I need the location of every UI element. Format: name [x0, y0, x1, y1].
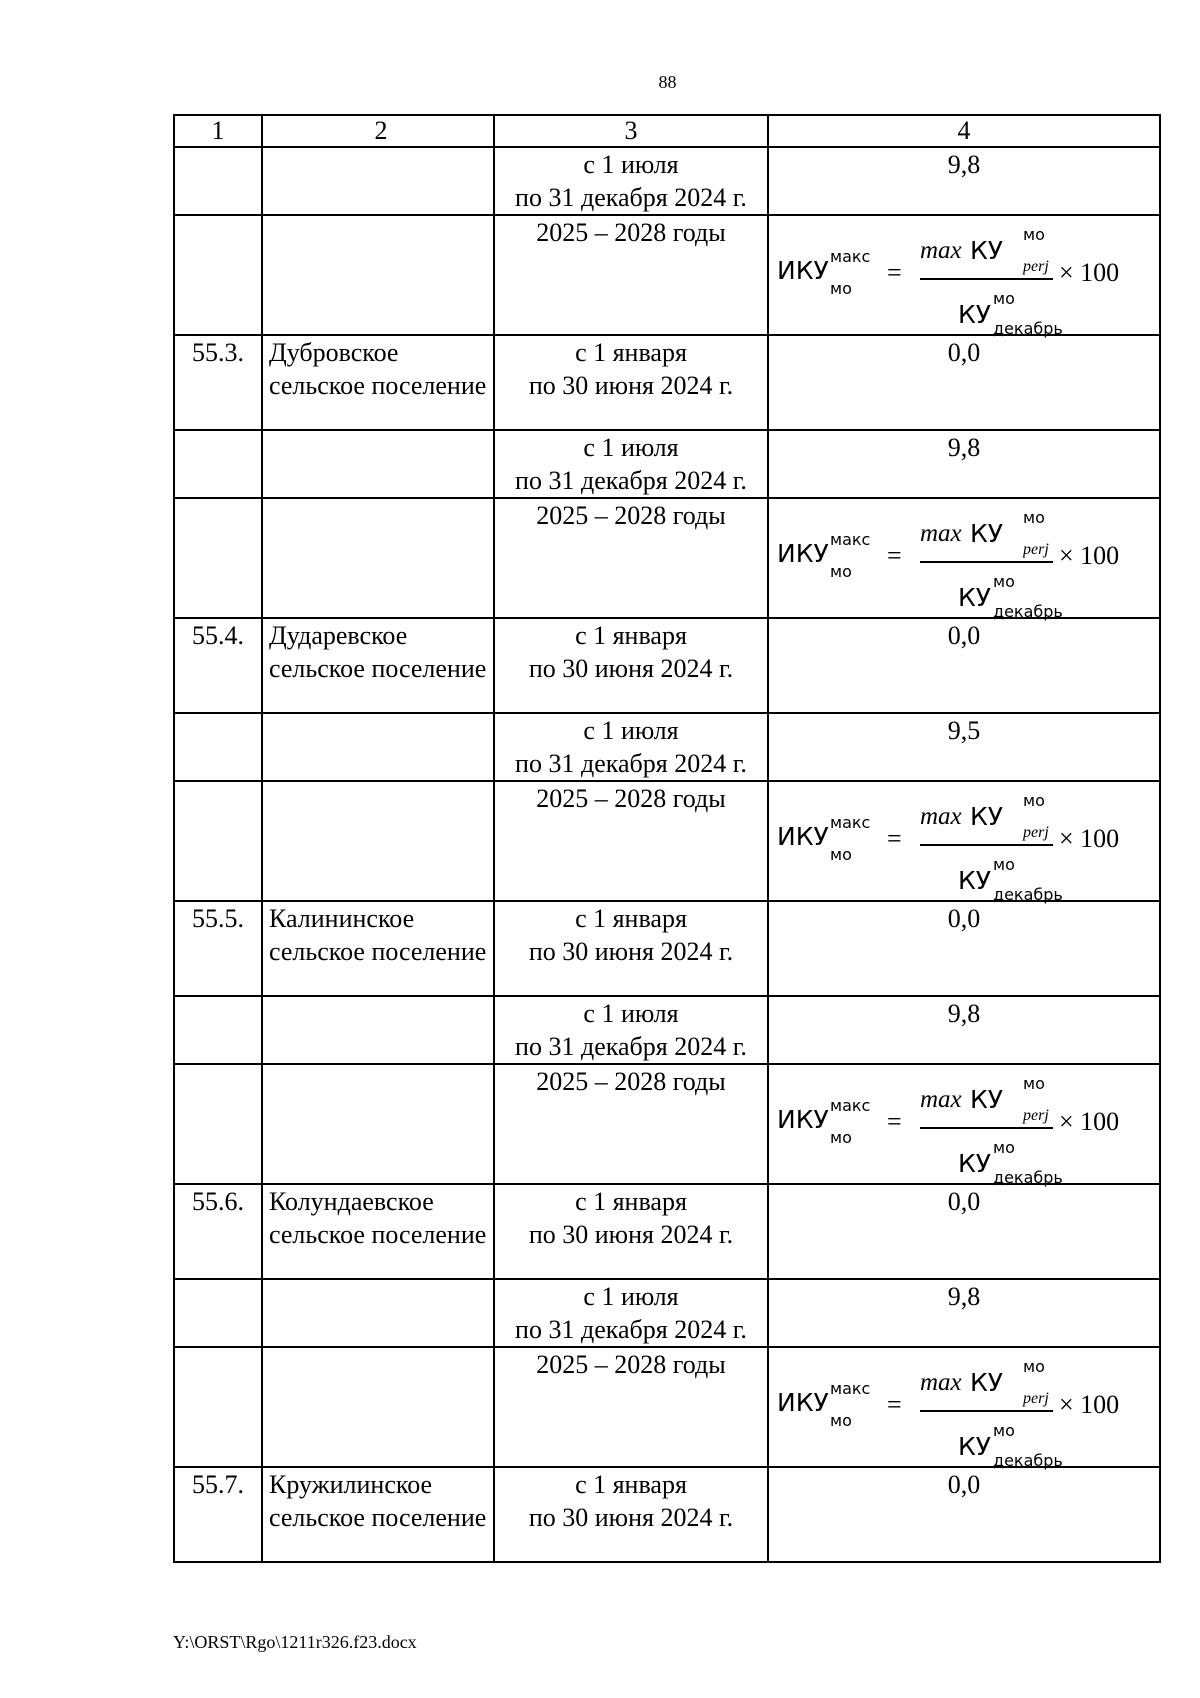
- formula-max: max: [920, 1369, 962, 1396]
- formula-iku-sub: мо: [830, 562, 852, 581]
- cell-settlement-name: [262, 1064, 494, 1184]
- cell-value: [768, 901, 1160, 996]
- header-col-3: 3: [494, 115, 768, 147]
- formula-ku-denominator: КУ: [958, 583, 991, 612]
- cell-number: [174, 430, 262, 498]
- cell-period: [494, 430, 768, 498]
- cell-value: [768, 147, 1160, 215]
- formula-fraction-bar: [920, 561, 1053, 563]
- cell-period: [494, 618, 768, 713]
- period-line-1: с 1 января: [575, 338, 687, 367]
- value-text: 9,8: [947, 999, 981, 1028]
- formula-equals: =: [887, 541, 902, 570]
- header-col-4: 4: [768, 115, 1160, 147]
- cell-number: 55.7.: [174, 1467, 262, 1562]
- formula-num-sub: perj: [1023, 258, 1049, 275]
- table-row: [174, 1279, 1160, 1347]
- cell-period: [494, 1347, 768, 1467]
- formula-num-sub: perj: [1023, 1107, 1049, 1124]
- period-line-1: с 1 июля: [583, 716, 679, 745]
- value-text: 9,8: [947, 433, 981, 462]
- formula-num-sup: мо: [1023, 1357, 1045, 1376]
- value-text: 9,8: [947, 150, 981, 179]
- formula-ku-numerator: КУ: [970, 1085, 1003, 1114]
- period-line-2: по 30 июня 2024 г.: [528, 654, 734, 683]
- cell-number: [174, 215, 262, 335]
- formula-iku: ИКУ: [777, 539, 829, 568]
- period-line-2: по 30 июня 2024 г.: [528, 1503, 734, 1532]
- cell-value: [768, 781, 1160, 904]
- cell-settlement-name: [262, 781, 494, 901]
- value-text: 0,0: [947, 904, 981, 933]
- formula-ku-numerator: КУ: [970, 519, 1003, 548]
- cell-period: [494, 1064, 768, 1184]
- formula-fraction-bar: [920, 1127, 1053, 1129]
- formula-den-sup: мо: [993, 855, 1015, 874]
- cell-settlement-name: Кружилинское сельское поселение: [262, 1467, 494, 1562]
- cell-number: 55.5.: [174, 901, 262, 996]
- formula-iku: ИКУ: [777, 1388, 829, 1417]
- formula-num-sub: perj: [1023, 541, 1049, 558]
- table-row: [174, 1184, 1160, 1279]
- header-col-1: 1: [174, 115, 262, 147]
- cell-value: [768, 335, 1160, 430]
- cell-period: [494, 996, 768, 1064]
- table-row: [174, 498, 1160, 618]
- formula-num-sup: мо: [1023, 1074, 1045, 1093]
- cell-number: [174, 1279, 262, 1347]
- cell-value: [768, 498, 1160, 621]
- formula-den-sup: мо: [993, 572, 1015, 591]
- formula-num-sup: мо: [1023, 508, 1045, 527]
- formula-times-100: × 100: [1059, 1107, 1120, 1136]
- period-line-1: 2025 – 2028 годы: [536, 501, 726, 530]
- formula-num-sub: perj: [1023, 824, 1049, 841]
- period-line-1: с 1 января: [575, 1470, 687, 1499]
- cell-settlement-name: [262, 498, 494, 618]
- cell-number: [174, 781, 262, 901]
- table-row: [174, 430, 1160, 498]
- formula-iku-sup: макс: [830, 247, 871, 266]
- formula-ku-denominator: КУ: [958, 1432, 991, 1461]
- formula-times-100: × 100: [1059, 1390, 1120, 1419]
- value-text: 9,8: [947, 1282, 981, 1311]
- cell-period: [494, 335, 768, 430]
- cell-number: [174, 996, 262, 1064]
- formula: [769, 782, 1159, 904]
- table-row: [174, 713, 1160, 781]
- period-line-2: по 31 декабря 2024 г.: [515, 1032, 747, 1061]
- table-row: [174, 901, 1160, 996]
- formula-iku-sup: макс: [830, 1096, 871, 1115]
- cell-value: [768, 996, 1160, 1064]
- value-text: 0,0: [947, 1470, 981, 1499]
- formula-ku-denominator: КУ: [958, 300, 991, 329]
- formula-iku: ИКУ: [777, 822, 829, 851]
- cell-value: [768, 618, 1160, 713]
- value-text: 0,0: [947, 621, 981, 650]
- period-line-2: по 31 декабря 2024 г.: [515, 183, 747, 212]
- table-row: [174, 781, 1160, 901]
- footer-file-path: Y:\ORST\Rgo\1211r326.f23.docx: [173, 1632, 417, 1652]
- cell-number: [174, 498, 262, 618]
- cell-settlement-name: Дубровское сельское поселение: [262, 335, 494, 430]
- header-col-2: 2: [262, 115, 494, 147]
- formula-den-sup: мо: [993, 1138, 1015, 1157]
- cell-settlement-name: [262, 713, 494, 781]
- period-line-1: 2025 – 2028 годы: [536, 1350, 726, 1379]
- formula-den-sup: мо: [993, 1421, 1015, 1440]
- cell-period: [494, 781, 768, 901]
- formula-max: max: [920, 520, 962, 547]
- formula-num-sup: мо: [1023, 791, 1045, 810]
- tariff-table: [173, 114, 1161, 1563]
- period-line-1: с 1 января: [575, 621, 687, 650]
- formula-iku-sub: мо: [830, 1411, 852, 1430]
- cell-value: [768, 1184, 1160, 1279]
- formula-den-sup: мо: [993, 289, 1015, 308]
- formula-fraction-bar: [920, 278, 1053, 280]
- period-line-1: 2025 – 2028 годы: [536, 1067, 726, 1096]
- table-row: [174, 335, 1160, 430]
- table-row: [174, 147, 1160, 215]
- formula-iku: ИКУ: [777, 1105, 829, 1134]
- formula: [769, 1348, 1159, 1470]
- formula-max: max: [920, 237, 962, 264]
- period-line-1: с 1 июля: [583, 1282, 679, 1311]
- cell-period: [494, 498, 768, 618]
- period-line-1: с 1 января: [575, 1187, 687, 1216]
- cell-settlement-name: Дударевское сельское поселение: [262, 618, 494, 713]
- value-text: 0,0: [947, 338, 981, 367]
- period-line-1: с 1 июля: [583, 150, 679, 179]
- formula-ku-numerator: КУ: [970, 236, 1003, 265]
- cell-period: [494, 1467, 768, 1562]
- formula-max: max: [920, 1086, 962, 1113]
- formula-iku-sup: макс: [830, 1379, 871, 1398]
- formula-fraction-bar: [920, 844, 1053, 846]
- formula-ku-numerator: КУ: [970, 1368, 1003, 1397]
- cell-number: [174, 1064, 262, 1184]
- cell-value: [768, 430, 1160, 498]
- value-text: 0,0: [947, 1187, 981, 1216]
- formula-den-sub: декабрь: [993, 885, 1063, 904]
- page-number: 88: [658, 72, 677, 92]
- table-row: [174, 1064, 1160, 1184]
- formula-equals: =: [887, 1107, 902, 1136]
- formula-den-sub: декабрь: [993, 319, 1063, 338]
- table-row: [174, 1467, 1160, 1562]
- cell-settlement-name: Колундаевское сельское поселение: [262, 1184, 494, 1279]
- period-line-1: с 1 июля: [583, 999, 679, 1028]
- cell-settlement-name: [262, 147, 494, 215]
- cell-period: [494, 901, 768, 996]
- cell-settlement-name: [262, 430, 494, 498]
- period-line-2: по 31 декабря 2024 г.: [515, 466, 747, 495]
- formula-times-100: × 100: [1059, 258, 1120, 287]
- cell-period: [494, 1279, 768, 1347]
- formula-ku-denominator: КУ: [958, 866, 991, 895]
- cell-period: [494, 147, 768, 215]
- cell-settlement-name: [262, 1347, 494, 1467]
- cell-number: [174, 1347, 262, 1467]
- period-line-2: по 30 июня 2024 г.: [528, 937, 734, 966]
- formula-equals: =: [887, 1390, 902, 1419]
- formula-den-sub: декабрь: [993, 1168, 1063, 1187]
- formula-iku-sub: мо: [830, 845, 852, 864]
- cell-settlement-name: [262, 1279, 494, 1347]
- formula-times-100: × 100: [1059, 541, 1120, 570]
- period-line-1: 2025 – 2028 годы: [536, 218, 726, 247]
- formula-max: max: [920, 803, 962, 830]
- formula-iku: ИКУ: [777, 256, 829, 285]
- cell-number: 55.6.: [174, 1184, 262, 1279]
- cell-value: [768, 215, 1160, 338]
- period-line-2: по 31 декабря 2024 г.: [515, 1315, 747, 1344]
- formula-times-100: × 100: [1059, 824, 1120, 853]
- formula-iku-sub: мо: [830, 279, 852, 298]
- cell-period: [494, 1184, 768, 1279]
- cell-number: 55.3.: [174, 335, 262, 430]
- formula-iku-sup: макс: [830, 813, 871, 832]
- table-row: [174, 618, 1160, 713]
- cell-settlement-name: [262, 996, 494, 1064]
- formula-ku-numerator: КУ: [970, 802, 1003, 831]
- formula-den-sub: декабрь: [993, 602, 1063, 621]
- cell-number: 55.4.: [174, 618, 262, 713]
- cell-number: [174, 147, 262, 215]
- table-row: [174, 1347, 1160, 1467]
- period-line-2: по 30 июня 2024 г.: [528, 1220, 734, 1249]
- table-header-row: [174, 115, 1160, 147]
- cell-number: [174, 713, 262, 781]
- value-text: 9,5: [947, 716, 981, 745]
- table-row: [174, 996, 1160, 1064]
- cell-value: [768, 1279, 1160, 1347]
- formula-iku-sub: мо: [830, 1128, 852, 1147]
- cell-value: [768, 1064, 1160, 1187]
- formula-iku-sup: макс: [830, 530, 871, 549]
- period-line-1: с 1 января: [575, 904, 687, 933]
- cell-period: [494, 713, 768, 781]
- cell-settlement-name: Калининское сельское поселение: [262, 901, 494, 996]
- period-line-1: с 1 июля: [583, 433, 679, 462]
- formula-fraction-bar: [920, 1410, 1053, 1412]
- cell-value: [768, 1347, 1160, 1470]
- formula-equals: =: [887, 824, 902, 853]
- cell-period: [494, 215, 768, 335]
- formula-den-sub: декабрь: [993, 1451, 1063, 1470]
- formula-num-sub: perj: [1023, 1390, 1049, 1407]
- formula-equals: =: [887, 258, 902, 287]
- formula-ku-denominator: КУ: [958, 1149, 991, 1178]
- period-line-1: 2025 – 2028 годы: [536, 784, 726, 813]
- formula: [769, 1065, 1159, 1187]
- table-row: [174, 215, 1160, 335]
- formula-num-sup: мо: [1023, 225, 1045, 244]
- period-line-2: по 31 декабря 2024 г.: [515, 749, 747, 778]
- formula: [769, 216, 1159, 338]
- period-line-2: по 30 июня 2024 г.: [528, 371, 734, 400]
- cell-value: [768, 1467, 1160, 1562]
- cell-value: [768, 713, 1160, 781]
- formula: [769, 499, 1159, 621]
- cell-settlement-name: [262, 215, 494, 335]
